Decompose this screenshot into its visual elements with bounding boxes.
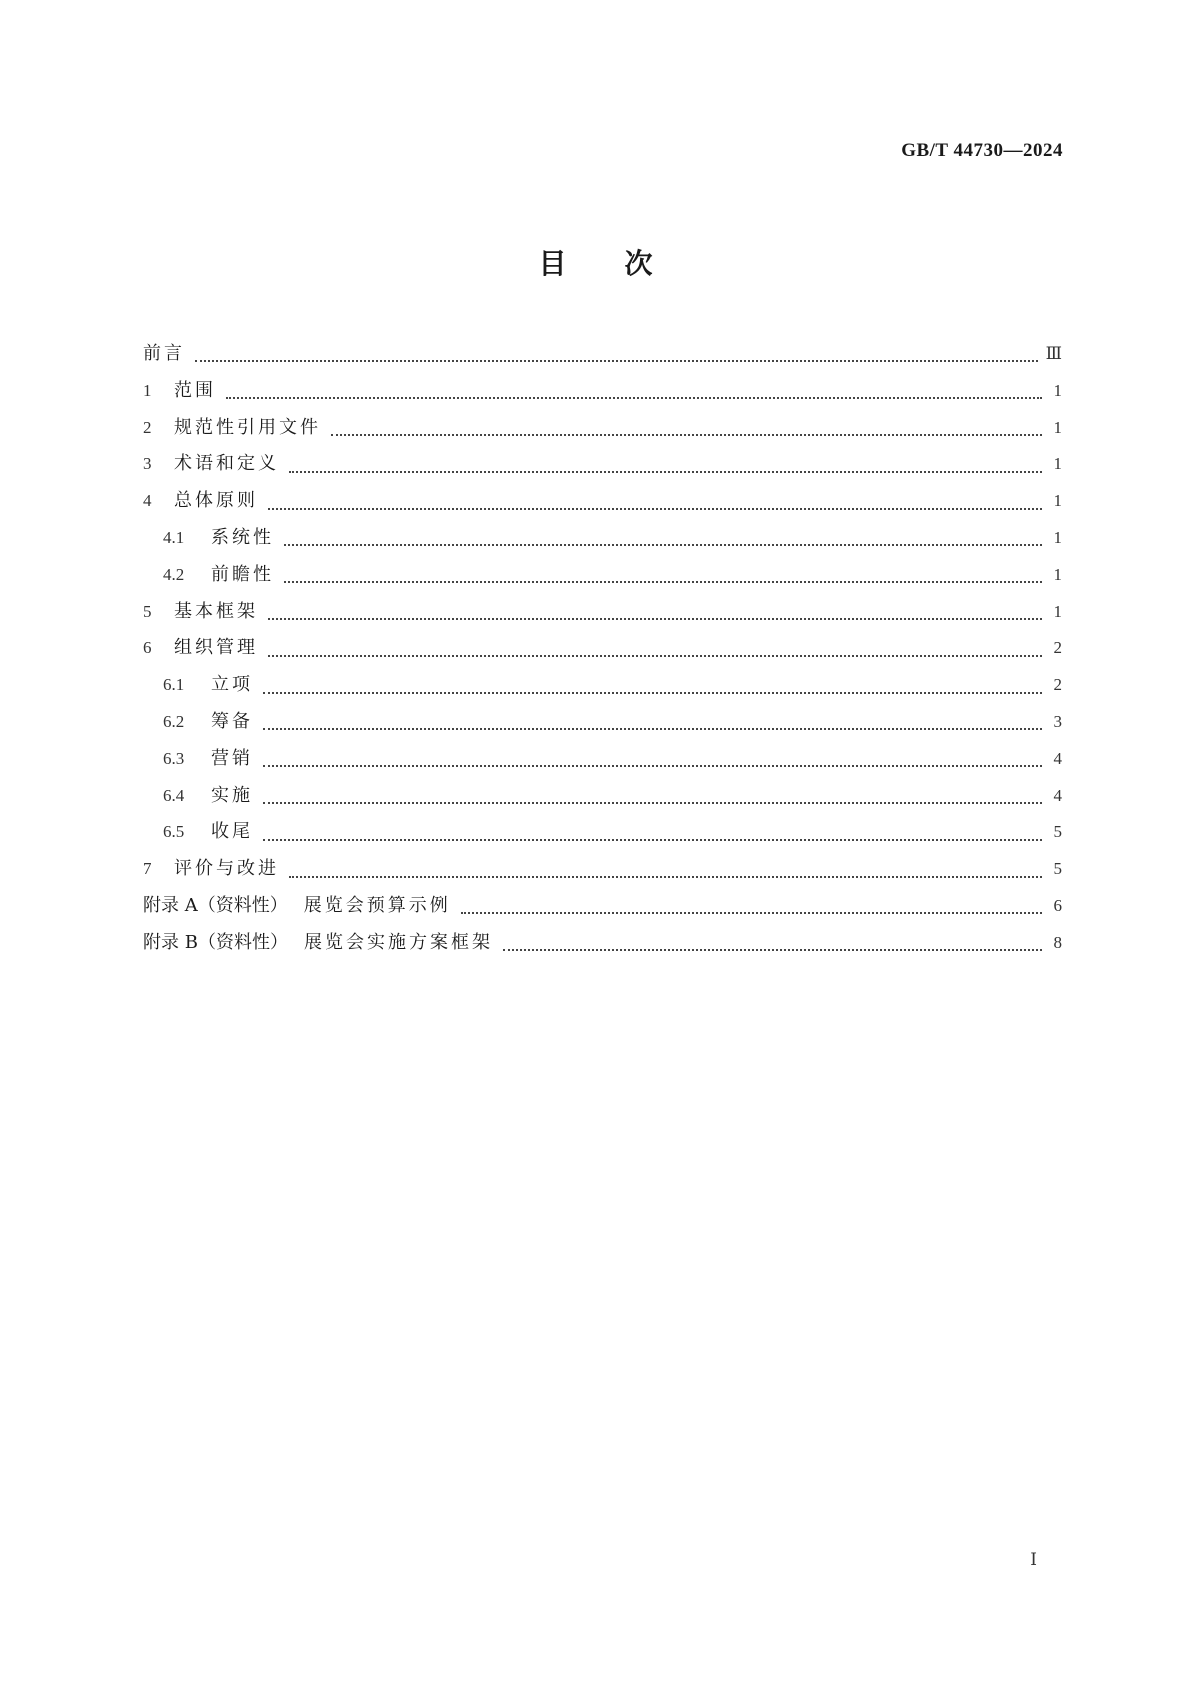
table-of-contents [143, 336, 1062, 962]
toc-entry-foreword[interactable] [143, 336, 1062, 373]
toc-entry-4-2[interactable] [143, 557, 1062, 594]
toc-number: 6.2 [163, 711, 185, 731]
toc-page: 5 [1053, 859, 1062, 879]
document-code: GB/T 44730—2024 [901, 140, 1063, 161]
toc-page: 1 [1053, 417, 1062, 437]
toc-entry-4[interactable] [143, 483, 1062, 520]
toc-leader-dots [503, 939, 1042, 951]
toc-page: 1 [1053, 564, 1062, 584]
toc-number: 3 [143, 454, 152, 474]
toc-entry-annex-a[interactable] [143, 888, 1062, 925]
toc-entry-2[interactable] [143, 410, 1062, 447]
toc-entry-6-4[interactable] [143, 778, 1062, 815]
toc-label: 组织管理 [174, 637, 258, 659]
toc-leader-dots [263, 682, 1042, 694]
toc-page: 6 [1053, 895, 1062, 915]
toc-leader-dots [263, 829, 1042, 841]
toc-label: 术语和定义 [174, 453, 279, 475]
toc-page: 3 [1053, 711, 1062, 731]
toc-label: 总体原则 [174, 490, 258, 512]
annex-title: 展览会实施方案框架 [303, 931, 493, 953]
toc-number: 5 [143, 601, 152, 621]
toc-page: 8 [1053, 932, 1062, 952]
toc-page: 5 [1053, 822, 1062, 842]
toc-number: 6.5 [163, 822, 185, 842]
toc-entry-1[interactable] [143, 373, 1062, 410]
toc-number: 4.1 [163, 527, 185, 547]
page-title [0, 242, 1191, 282]
toc-entry-6-3[interactable] [143, 741, 1062, 778]
toc-leader-dots [226, 387, 1042, 399]
toc-number: 6.1 [163, 675, 185, 695]
toc-leader-dots [268, 608, 1042, 620]
annex-id: 附录 B（资料性） [143, 931, 288, 953]
toc-label: 收尾 [211, 821, 253, 843]
toc-number: 6 [143, 638, 152, 658]
toc-label: 规范性引用文件 [174, 416, 321, 438]
toc-label: 系统性 [211, 526, 274, 548]
toc-number: 4.2 [163, 564, 185, 584]
toc-leader-dots [461, 902, 1042, 914]
toc-page: 2 [1053, 638, 1062, 658]
toc-leader-dots [263, 792, 1042, 804]
toc-leader-dots [284, 534, 1042, 546]
toc-label: 营销 [211, 747, 253, 769]
toc-number: 1 [143, 380, 152, 400]
toc-leader-dots [268, 645, 1042, 657]
toc-entry-4-1[interactable] [143, 520, 1062, 557]
toc-label: 评价与改进 [174, 858, 279, 880]
toc-page: Ⅲ [1045, 344, 1062, 363]
toc-leader-dots [195, 350, 1038, 362]
toc-entry-6-2[interactable] [143, 704, 1062, 741]
toc-page: 2 [1053, 675, 1062, 695]
toc-entry-annex-b[interactable] [143, 925, 1062, 962]
toc-number: 7 [143, 859, 152, 879]
toc-label: 范围 [174, 379, 216, 401]
title-char-1: 目 [538, 247, 567, 280]
toc-number: 4 [143, 491, 152, 511]
toc-label: 筹备 [211, 710, 253, 732]
toc-leader-dots [263, 718, 1042, 730]
annex-id: 附录 A（资料性） [143, 894, 288, 916]
toc-page: 1 [1053, 601, 1062, 621]
toc-entry-5[interactable] [143, 594, 1062, 631]
toc-leader-dots [268, 498, 1042, 510]
annex-title: 展览会预算示例 [303, 894, 451, 916]
toc-page: 1 [1053, 491, 1062, 511]
toc-entry-6[interactable] [143, 630, 1062, 667]
toc-number: 6.3 [163, 748, 185, 768]
toc-leader-dots [289, 866, 1042, 878]
toc-number: 6.4 [163, 785, 185, 805]
toc-page: 4 [1053, 748, 1062, 768]
toc-page: 4 [1053, 785, 1062, 805]
page-number: Ⅰ [1030, 1550, 1037, 1569]
toc-page: 1 [1053, 380, 1062, 400]
toc-label: 前言 [143, 343, 185, 364]
toc-number: 2 [143, 417, 152, 437]
toc-page: 1 [1053, 527, 1062, 547]
toc-leader-dots [289, 461, 1042, 473]
toc-entry-6-1[interactable] [143, 667, 1062, 704]
toc-page: 1 [1053, 454, 1062, 474]
toc-leader-dots [284, 571, 1042, 583]
toc-entry-3[interactable] [143, 446, 1062, 483]
toc-label: 前瞻性 [211, 563, 274, 585]
toc-label: 基本框架 [174, 600, 258, 622]
toc-entry-7[interactable] [143, 851, 1062, 888]
toc-entry-6-5[interactable] [143, 814, 1062, 851]
toc-label: 立项 [211, 674, 253, 696]
toc-label: 实施 [211, 784, 253, 806]
title-char-2: 次 [624, 247, 653, 280]
toc-leader-dots [263, 755, 1042, 767]
toc-leader-dots [331, 424, 1042, 436]
